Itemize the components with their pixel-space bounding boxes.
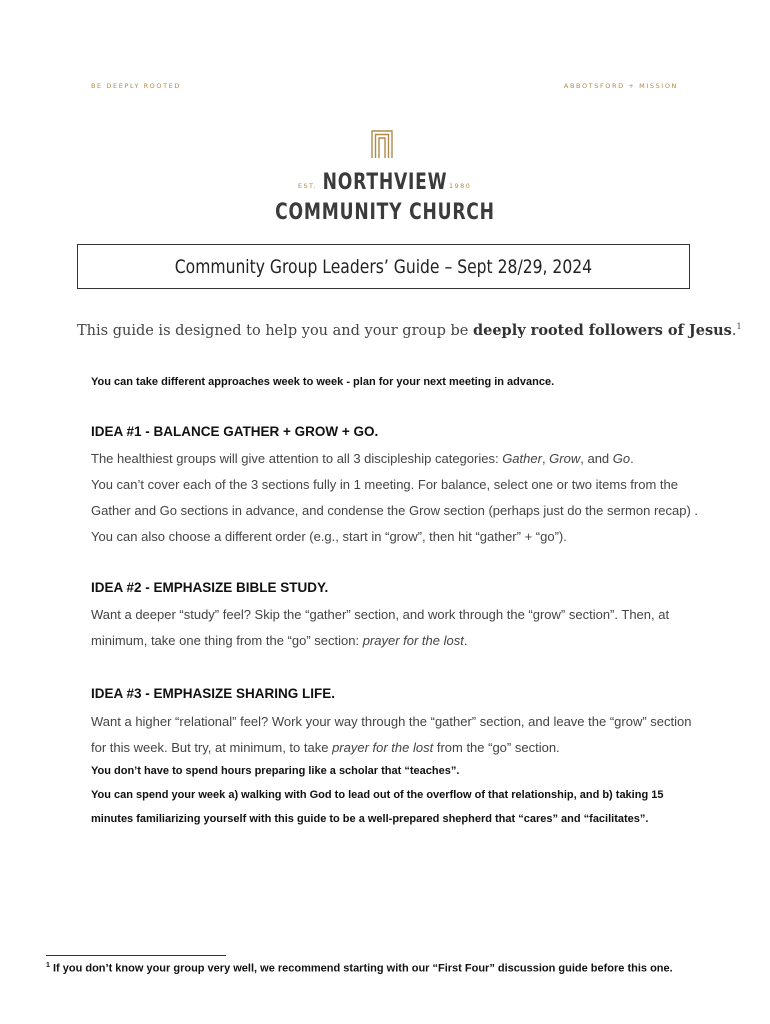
idea1-line3: Gather and Go sections in advance, and condense the Grow section (perhaps just do the sermon recap) . <box>91 503 699 518</box>
idea2-line2 <box>91 633 467 648</box>
idea1-line4: You can also choose a different order (e.g., start in “grow”, then hit “gather” + “go”). <box>91 529 567 544</box>
idea1-line1 <box>91 451 634 466</box>
approach-note: You can take different approaches week to week - plan for your next meeting in advance. <box>91 376 555 388</box>
intro-bold: deeply rooted followers of Jesus <box>472 322 732 339</box>
footnote <box>46 962 673 975</box>
idea2-line2-text: minimum, take one thing from the “go” section: <box>91 633 363 648</box>
footnote-text: If you don’t know your group very well, we recommend starting with our “First Four” discussion guide before this one. <box>49 962 673 975</box>
idea1-sep2: , and <box>580 451 613 466</box>
header-tagline: BE DEEPLY ROOTED <box>91 82 181 90</box>
idea1-end: . <box>630 451 634 466</box>
idea1-grow: Grow <box>549 451 581 466</box>
logo-year: 1980 <box>449 182 472 190</box>
closing-line2: You can spend your week a) walking with God to lead out of the overflow of that relationship, and b) taking 15 <box>91 789 664 801</box>
idea2-line1: Want a deeper “study” feel? Skip the “gather” section, and work through the “grow” section”. Then, at <box>91 607 670 622</box>
idea1-gather: Gather <box>502 451 542 466</box>
idea1-go: Go <box>612 451 631 466</box>
logo-est: EST. <box>298 182 318 190</box>
logo-name-northview: NORTHVIEW <box>322 170 448 195</box>
idea2-heading: IDEA #2 - EMPHASIZE BIBLE STUDY. <box>91 580 329 595</box>
footnote-mark: 1 <box>46 962 50 969</box>
intro-after: . <box>731 323 737 339</box>
guide-title: Community Group Leaders’ Guide – Sept 28/29, 2024 <box>174 255 593 278</box>
intro-text <box>77 322 742 339</box>
footnote-divider <box>46 955 226 956</box>
idea1-heading: IDEA #1 - BALANCE GATHER + GROW + GO. <box>91 424 379 439</box>
idea3-line2-text: for this week. But try, at minimum, to take <box>91 740 333 755</box>
idea1-sep1: , <box>541 451 550 466</box>
guide-title-box <box>77 244 690 289</box>
logo-name-community-church: COMMUNITY CHURCH <box>275 200 495 225</box>
idea3-end: from the “go” section. <box>433 740 560 755</box>
intro-footnote-mark: 1 <box>736 322 742 332</box>
idea2-end: . <box>463 633 468 648</box>
idea1-line2: You can’t cover each of the 3 sections fully in 1 meeting. For balance, select one or two items from the <box>91 477 678 492</box>
closing-line3: minutes familiarizing yourself with this guide to be a well-prepared shepherd that “cares” and “facilitates”. <box>91 813 649 825</box>
idea3-heading: IDEA #3 - EMPHASIZE SHARING LIFE. <box>91 686 336 701</box>
closing-line1: You don’t have to spend hours preparing like a scholar that “teaches”. <box>91 765 460 777</box>
header-location: ABBOTSFORD + MISSION <box>563 82 678 90</box>
church-logo-icon <box>371 130 393 158</box>
idea2-prayer: prayer for the lost <box>362 633 464 648</box>
intro-before: This guide is designed to help you and your group be <box>77 323 473 339</box>
idea3-prayer: prayer for the lost <box>332 740 434 755</box>
idea3-line2 <box>91 740 560 755</box>
idea3-line1: Want a higher “relational” feel? Work your way through the “gather” section, and leave the “grow” section <box>91 714 692 729</box>
idea1-line1-text: The healthiest groups will give attention to all 3 discipleship categories: <box>91 451 503 466</box>
